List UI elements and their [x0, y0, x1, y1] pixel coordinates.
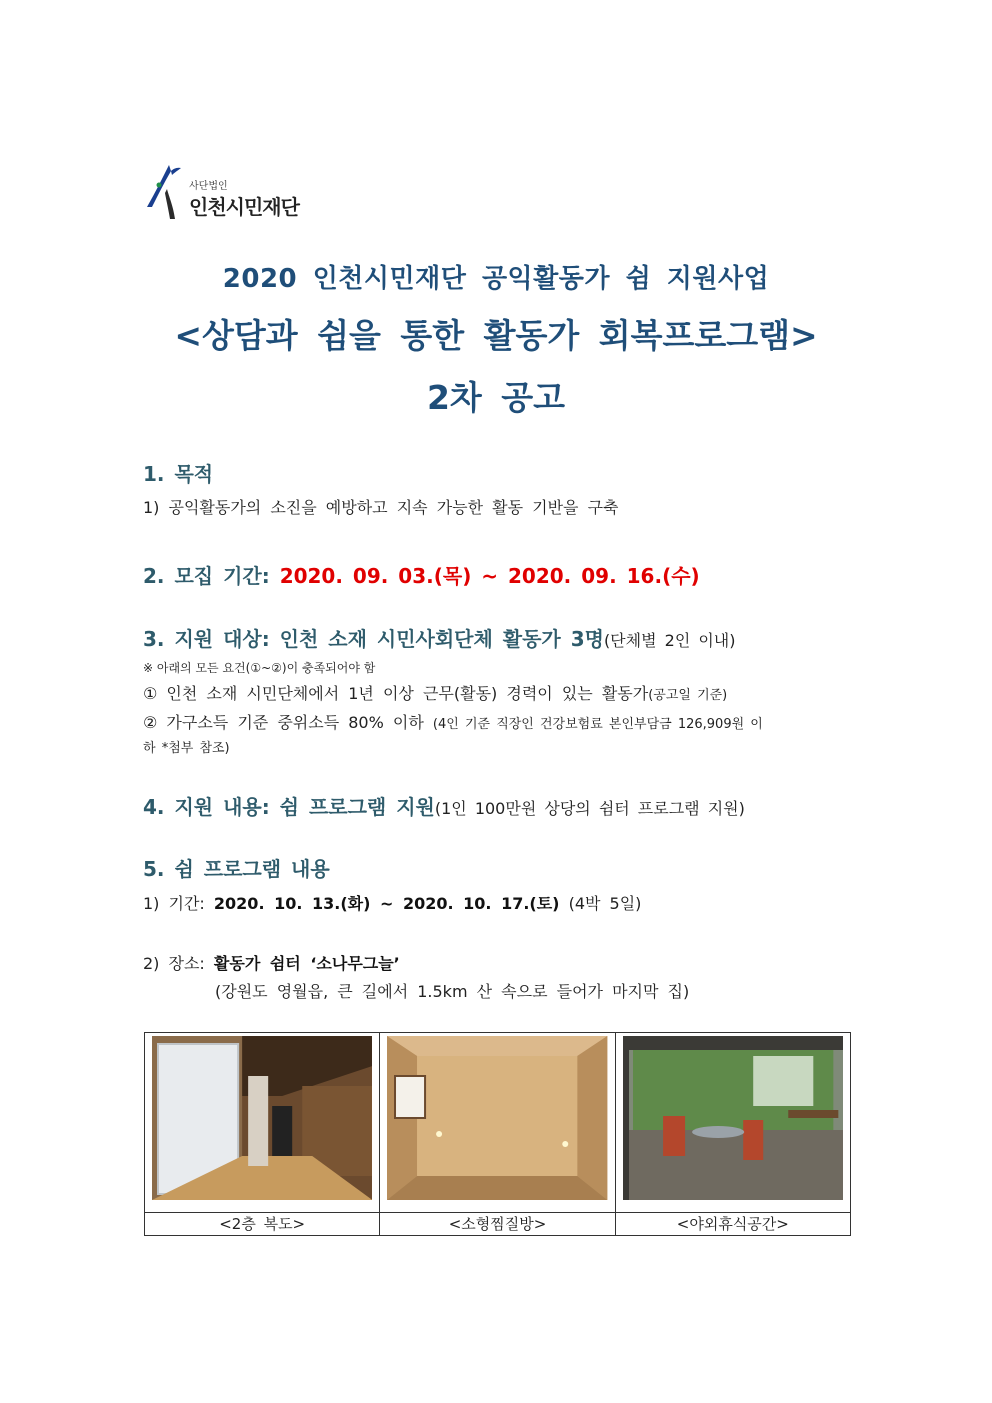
requirement-2-note-cont: 하 *첨부 참조) [143, 741, 230, 756]
photo-caption-terrace: <야외휴식공간> [615, 1213, 850, 1236]
target-requirement-note: ※ 아래의 모든 요건(①~②)이 충족되어야 함 [143, 661, 376, 675]
requirement-1-text: ① 인천 소재 시민단체에서 1년 이상 근무(활동) 경력이 있는 활동가 [143, 684, 649, 703]
program-period-value: 2020. 10. 13.(화) ~ 2020. 10. 17.(토) [213, 894, 560, 913]
logo-mark-icon [145, 163, 185, 221]
program-period-label: 1) 기간: [143, 894, 214, 913]
document-title-line1: 2020 인천시민재단 공익활동가 쉼 지원사업 [222, 264, 770, 294]
photo-table [144, 1032, 851, 1236]
photo-cell-hallway [145, 1033, 380, 1213]
support-label: 4. 지원 내용: 쉼 프로그램 지원 [143, 795, 435, 819]
program-place-note: (강원도 영월읍, 큰 길에서 1.5km 산 속으로 들어가 마지막 집) [215, 982, 690, 1001]
requirement-1-note: (공고일 기준) [648, 688, 728, 703]
photo-cell-terrace [615, 1033, 850, 1213]
terrace-photo-icon [623, 1036, 843, 1200]
hallway-photo-icon [152, 1036, 372, 1200]
section-period-heading [143, 560, 700, 589]
requirement-2-text: ② 가구소득 기준 중위소득 80% 이하 [143, 713, 433, 732]
purpose-item: 1) 공익활동가의 소진을 예방하고 지속 가능한 활동 기반을 구축 [143, 498, 619, 517]
target-label: 3. 지원 대상: 인천 소재 시민사회단체 활동가 3명 [143, 627, 604, 651]
photo-cell-sauna [380, 1033, 615, 1213]
target-requirement-1 [143, 681, 727, 704]
photo-caption-hallway: <2층 복도> [145, 1213, 380, 1236]
section-target-heading [143, 623, 736, 652]
document-title-line3: 2차 공고 [426, 378, 566, 417]
period-label: 2. 모집 기간: [143, 564, 280, 588]
sauna-photo-icon [387, 1036, 607, 1200]
target-requirement-2-cont [143, 737, 230, 756]
program-place-value: 활동가 쉼터 ‘소나무그늘’ [213, 954, 400, 973]
section-support-heading [143, 791, 745, 820]
requirement-2-note: (4인 기준 직장인 건강보험료 본인부담금 126,909원 이 [432, 717, 763, 732]
target-note: (단체별 2인 이내) [603, 631, 736, 650]
support-note: (1인 100만원 상당의 쉼터 프로그램 지원) [434, 799, 745, 818]
section-program-heading: 5. 쉼 프로그램 내용 [143, 857, 330, 881]
program-period-note: (4박 5일) [559, 894, 642, 913]
foundation-logo [145, 163, 325, 223]
logo-name: 인천시민재단 [189, 195, 299, 219]
target-requirement-2 [143, 710, 763, 733]
document-title-line2: <상담과 쉼을 통한 활동가 회복프로그램> [174, 316, 818, 355]
photo-caption-sauna: <소형찜질방> [380, 1213, 615, 1236]
logo-subtitle: 사단법인 [189, 181, 228, 192]
period-dates: 2020. 09. 03.(목) ~ 2020. 09. 16.(수) [279, 564, 700, 588]
program-place [143, 951, 400, 974]
program-period [143, 891, 641, 914]
program-place-label: 2) 장소: [143, 954, 214, 973]
section-purpose-heading: 1. 목적 [143, 462, 214, 486]
